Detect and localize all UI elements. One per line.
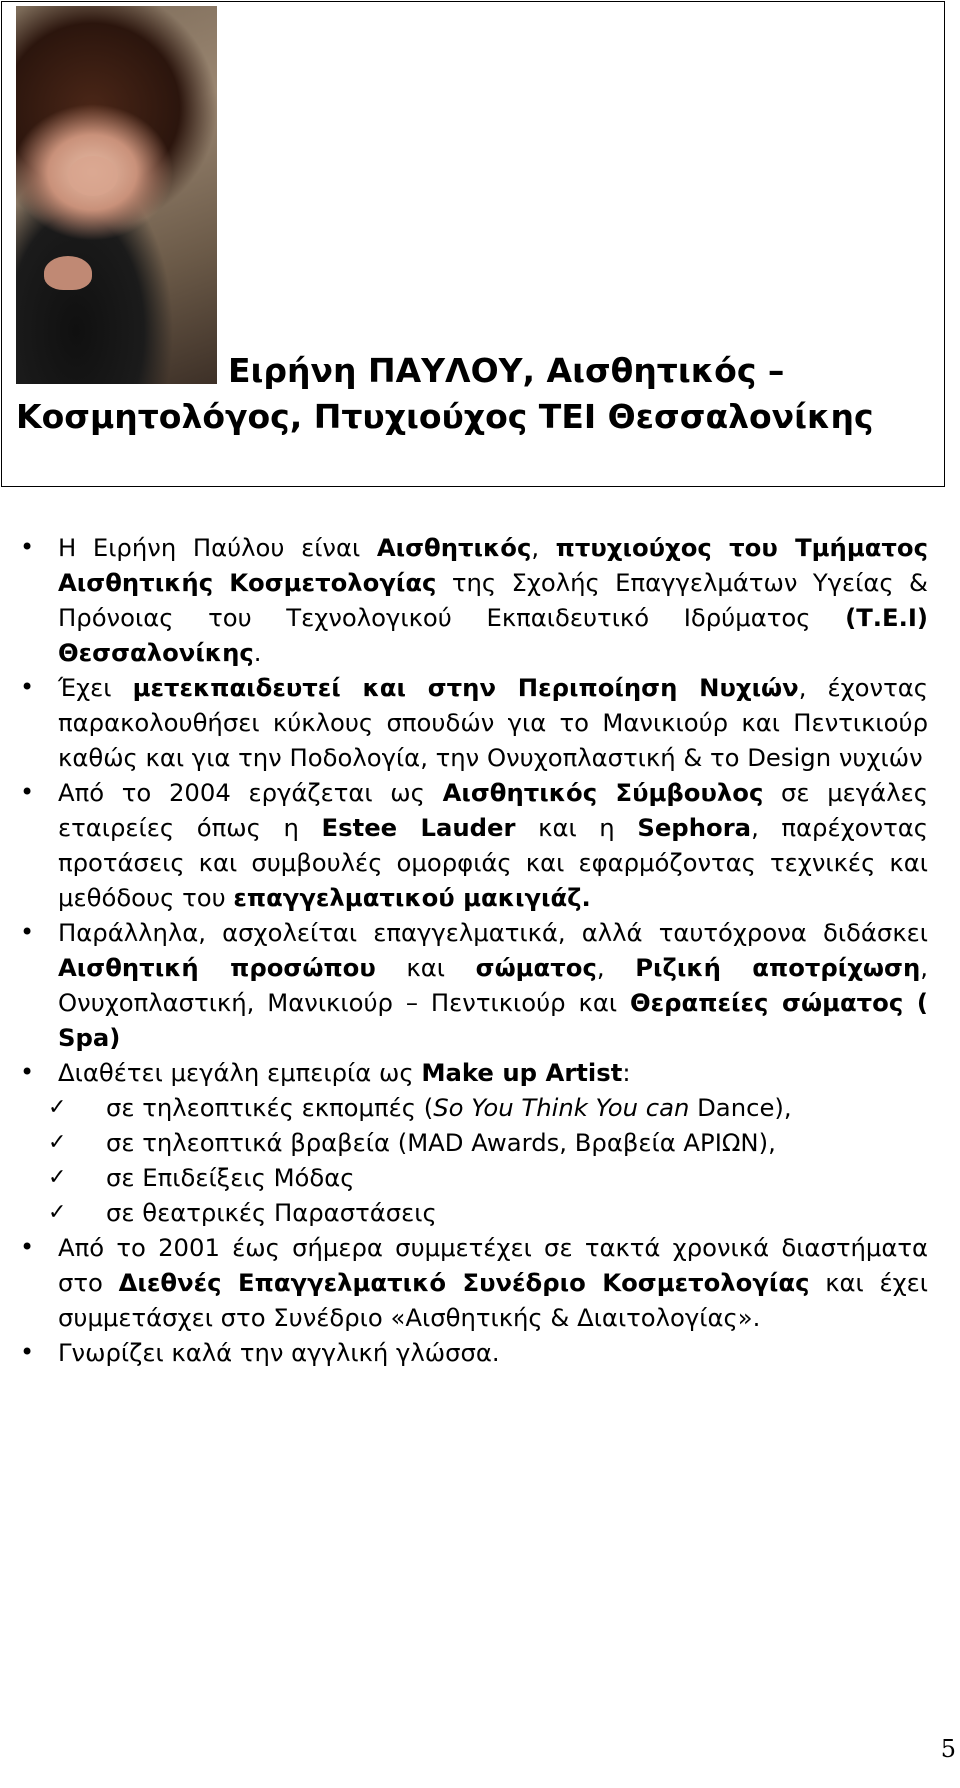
body-text: , <box>596 953 636 982</box>
photo-hand-shade <box>44 256 92 290</box>
italic-text: So You Think You can <box>433 1093 690 1122</box>
body-text: Γνωρίζει καλά την αγγλική γλώσσα. <box>58 1338 500 1367</box>
body-text: σε Επιδείξεις Μόδας <box>106 1163 355 1192</box>
checkmark-list-item <box>20 1160 928 1195</box>
body-text: : <box>622 1058 631 1087</box>
body-text: Από το 2004 εργάζεται ως <box>58 778 443 807</box>
bold-text: (Τ.Ε.Ι) Θεσσαλονίκης <box>58 603 928 667</box>
bio-bullet-item <box>20 1335 928 1370</box>
bold-text: μετεκπαιδευτεί και στην Περιποίηση Νυχιών <box>132 673 799 702</box>
bold-text: Αισθητικός <box>376 533 532 562</box>
bold-text: πτυχιούχος του Τμήματος Αισθητικής Κοσμετολογίας <box>58 533 928 597</box>
photo-face-shade <box>68 156 118 196</box>
body-text: , παρέχοντας προτάσεις και συμβουλές ομορφιάς και εφαρμόζοντας τεχνικές και μεθόδους του <box>58 813 928 912</box>
bio-bullet-item <box>20 530 928 670</box>
bold-text: Αισθητική προσώπου <box>58 953 376 982</box>
body-text: σε θεατρικές Παραστάσεις <box>106 1198 437 1227</box>
body-text: σε τηλεοπτικά βραβεία (MAD Awards, Βραβεία ΑΡΙΩΝ), <box>106 1128 776 1157</box>
bio-bullet-item <box>20 915 928 1055</box>
body-text: , <box>531 533 556 562</box>
bold-text: σώματος <box>475 953 597 982</box>
bio-bullet-item <box>20 1230 928 1335</box>
body-text: της Σχολής Επαγγελμάτων Υγείας & Πρόνοιας του Τεχνολογικού Εκπαιδευτικό Ιδρύματος <box>58 568 928 632</box>
bold-text: Διεθνές Επαγγελματικό Συνέδριο Κοσμετολογίας <box>118 1268 810 1297</box>
body-text: Από το 2001 έως σήμερα συμμετέχει σε τακτά χρονικά διαστήματα στο <box>58 1233 928 1297</box>
bold-text: Θεραπείες σώματος ( Spa) <box>58 988 928 1052</box>
body-text: Dance), <box>689 1093 792 1122</box>
page-number: 5 <box>940 1735 956 1763</box>
bio-content <box>20 530 928 1370</box>
profile-photo <box>16 6 217 384</box>
body-text: και η <box>515 813 638 842</box>
bio-bullet-list <box>20 530 928 1370</box>
bio-bullet-item <box>20 1055 928 1090</box>
bold-text: επαγγελματικού μακιγιάζ. <box>233 883 591 912</box>
body-text: Έχει <box>58 673 133 702</box>
bold-text: Sephora <box>637 813 752 842</box>
body-text: , έχοντας παρακολουθήσει κύκλους σπουδών για το Μανικιούρ και Πεντικιούρ καθώς και για την Ποδολογία, την Ονυχοπλαστική & το Design νυχιών <box>58 673 928 772</box>
checkmark-list-item <box>20 1125 928 1160</box>
bold-text: Αισθητικός Σύμβουλος <box>442 778 764 807</box>
body-text: Διαθέτει μεγάλη εμπειρία ως <box>58 1058 422 1087</box>
checkmark-list-item <box>20 1195 928 1230</box>
body-text: και <box>375 953 476 982</box>
checkmark-list <box>20 1090 928 1230</box>
bio-bullet-item <box>20 670 928 775</box>
body-text: σε τηλεοπτικές εκπομπές ( <box>106 1093 434 1122</box>
profile-title: Ειρήνη ΠΑΥΛΟΥ, Αισθητικός – Κοσμητολόγος, Πτυχιούχος ΤΕΙ Θεσσαλονίκης <box>16 351 874 436</box>
bold-text: Ριζική αποτρίχωση <box>635 953 921 982</box>
body-text: και έχει συμμετάσχει στο Συνέδριο «Αισθητικής & Διαιτολογίας». <box>58 1268 928 1332</box>
bio-bullet-item <box>20 775 928 915</box>
body-text: Η Ειρήνη Παύλου είναι <box>58 533 377 562</box>
profile-header-box <box>1 1 945 487</box>
checklist-container <box>20 1090 928 1230</box>
bold-text: Estee Lauder <box>321 813 516 842</box>
checkmark-list-item <box>20 1090 928 1125</box>
bold-text: Make up Artist <box>421 1058 623 1087</box>
body-text: , Ονυχοπλαστική, Μανικιούρ – Πεντικιούρ και <box>58 953 928 1017</box>
body-text: σε μεγάλες εταιρείες όπως η <box>58 778 928 842</box>
body-text: Παράλληλα, ασχολείται επαγγελματικά, αλλά ταυτόχρονα διδάσκει <box>58 918 928 947</box>
body-text: . <box>253 638 262 667</box>
